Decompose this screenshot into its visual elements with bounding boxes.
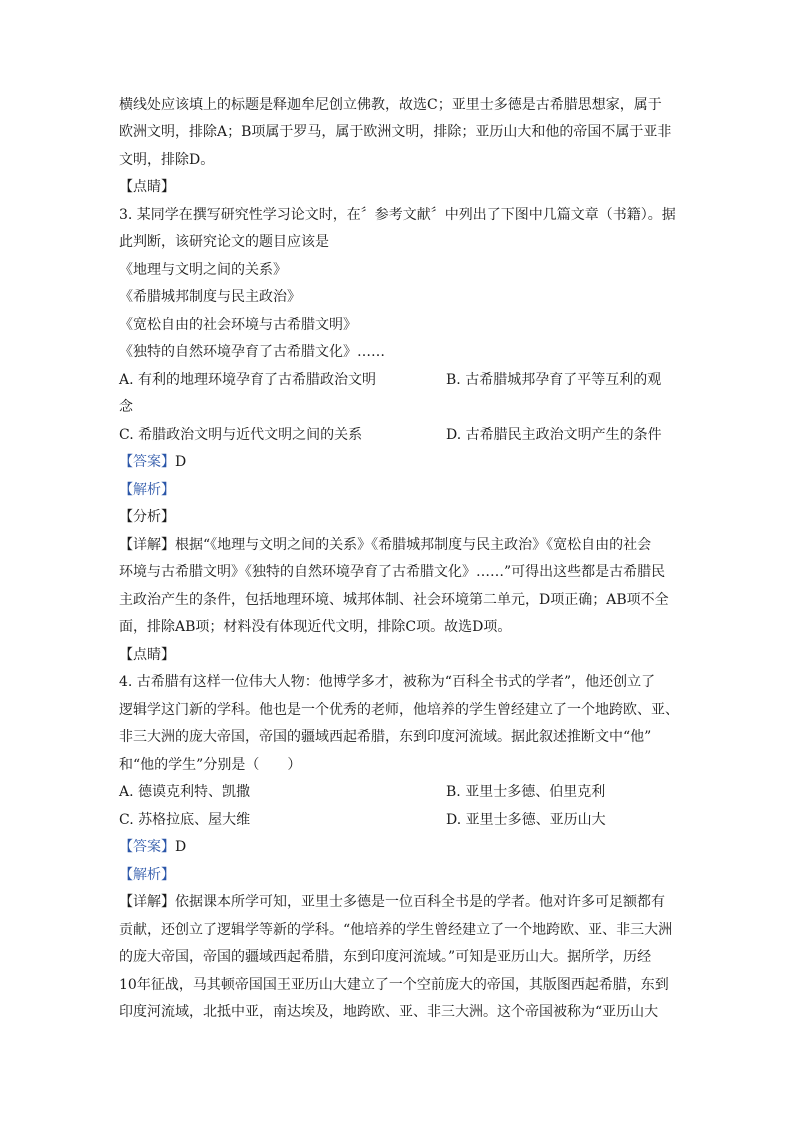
q3-jiexi-tag: 【解析】	[119, 482, 175, 498]
q4-answer	[119, 838, 186, 856]
q4-explanation-line-2: 贡献，还创立了逻辑学等新的学科。“他培养的学生曾经建立了一个地跨欧、亚、非三大洲	[119, 922, 673, 938]
q4-answer-value: D	[175, 839, 187, 855]
q3-reference-2: 《希腊城邦制度与民主政治》	[119, 289, 301, 305]
q3-explanation-line-2: 环境与古希腊文明》《独特的自然环境孕育了古希腊文化》……”可得出这些都是古希腊民	[119, 564, 666, 580]
q3-answer-tag: 【答案】	[119, 454, 175, 470]
q4-xiangjie-tag: 【详解】	[119, 894, 175, 910]
q4-explanation-line-4: 10年征战，马其顿帝国国王亚历山大建立了一个空前庞大的帝国，其版图西起希腊，东到	[119, 977, 669, 993]
prev-dianjing-tag: 【点睛】	[119, 179, 175, 195]
q3-option-a: A. 有利的地理环境孕育了古希腊政治文明	[119, 372, 377, 388]
q3-stem-line-1: 3. 某同学在撰写研究性学习论文时，在〞参考文献〞中列出了下图中几篇文章（书籍）。据	[119, 207, 676, 223]
q3-option-b: B. 古希腊城邦孕育了平等互利的观	[446, 372, 662, 388]
q4-option-d: D. 亚里士多德、亚历山大	[446, 812, 606, 828]
q4-option-b: B. 亚里士多德、伯里克利	[446, 784, 606, 800]
q3-explanation-line-3: 主政治产生的条件，包括地理环境、城邦体制、社会环境第二单元，D项正确；AB项不全	[119, 592, 669, 608]
q3-dianjing-tag: 【点睛】	[119, 647, 175, 663]
q3-xiangjie-tag: 【详解】	[119, 537, 175, 553]
q3-stem-line-2: 此判断，该研究论文的题目应该是	[119, 234, 329, 250]
q3-reference-1: 《地理与文明之间的关系》	[119, 262, 287, 278]
prev-explanation-line-3: 文明，排除D。	[119, 152, 215, 168]
prev-explanation-line-1: 横线处应该填上的标题是释迦牟尼创立佛教，故选C；亚里士多德是古希腊思想家，属于	[119, 97, 662, 113]
q3-fenxi-tag: 【分析】	[119, 509, 175, 525]
q4-option-a: A. 德谟克利特、凯撒	[119, 784, 251, 800]
q3-answer	[119, 453, 186, 471]
q4-explanation-line-1	[119, 893, 665, 911]
q4-answer-tag: 【答案】	[119, 839, 175, 855]
q4-explanation-text-1: 依据课本所学可知，亚里士多德是一位百科全书是的学者。他对许多可足额都有	[175, 894, 665, 910]
q4-stem-line-1: 4. 古希腊有这样一位伟大人物：他博学多才，被称为“百科全书式的学者”，他还创立了	[119, 674, 656, 690]
q4-stem-line-3: 非三大洲的庞大帝国，帝国的疆域西起希腊，东到印度河流域。据此叙述推断文中“他”	[119, 729, 652, 745]
prev-explanation-line-2: 欧洲文明，排除A；B项属于罗马，属于欧洲文明，排除；亚历山大和他的帝国不属于亚非	[119, 124, 672, 140]
q4-stem-line-2: 逻辑学这门新的学科。他也是一个优秀的老师，他培养的学生曾经建立了一个地跨欧、亚、	[119, 702, 679, 718]
q4-stem-line-4: 和“他的学生”分别是（ ）	[119, 757, 302, 773]
q3-option-d: D. 古希腊民主政治文明产生的条件	[446, 427, 662, 443]
q3-explanation-text-1: 根据“《地理与文明之间的关系》《希腊城邦制度与民主政治》《宽松自由的社会	[175, 537, 652, 553]
q4-option-c: C. 苏格拉底、屋大维	[119, 812, 251, 828]
q3-reference-4: 《独特的自然环境孕育了古希腊文化》……	[119, 344, 385, 360]
q3-answer-value: D	[175, 454, 187, 470]
q4-explanation-line-5: 印度河流域，北抵中亚，南达埃及，地跨欧、亚、非三大洲。这个帝国被称为“亚历山大	[119, 1004, 659, 1020]
q4-explanation-line-3: 的庞大帝国，帝国的疆域西起希腊，东到印度河流域。”可知是亚历山大。据所学，历经	[119, 949, 652, 965]
q3-option-b-continuation: 念	[119, 399, 133, 415]
q3-explanation-line-4: 面，排除AB项；材料没有体现近代文明，排除C项。故选D项。	[119, 619, 512, 635]
q4-jiexi-tag: 【解析】	[119, 867, 175, 883]
q3-explanation-line-1	[119, 536, 651, 554]
q3-reference-3: 《宽松自由的社会环境与古希腊文明》	[119, 317, 357, 333]
q3-option-c: C. 希腊政治文明与近代文明之间的关系	[119, 427, 363, 443]
